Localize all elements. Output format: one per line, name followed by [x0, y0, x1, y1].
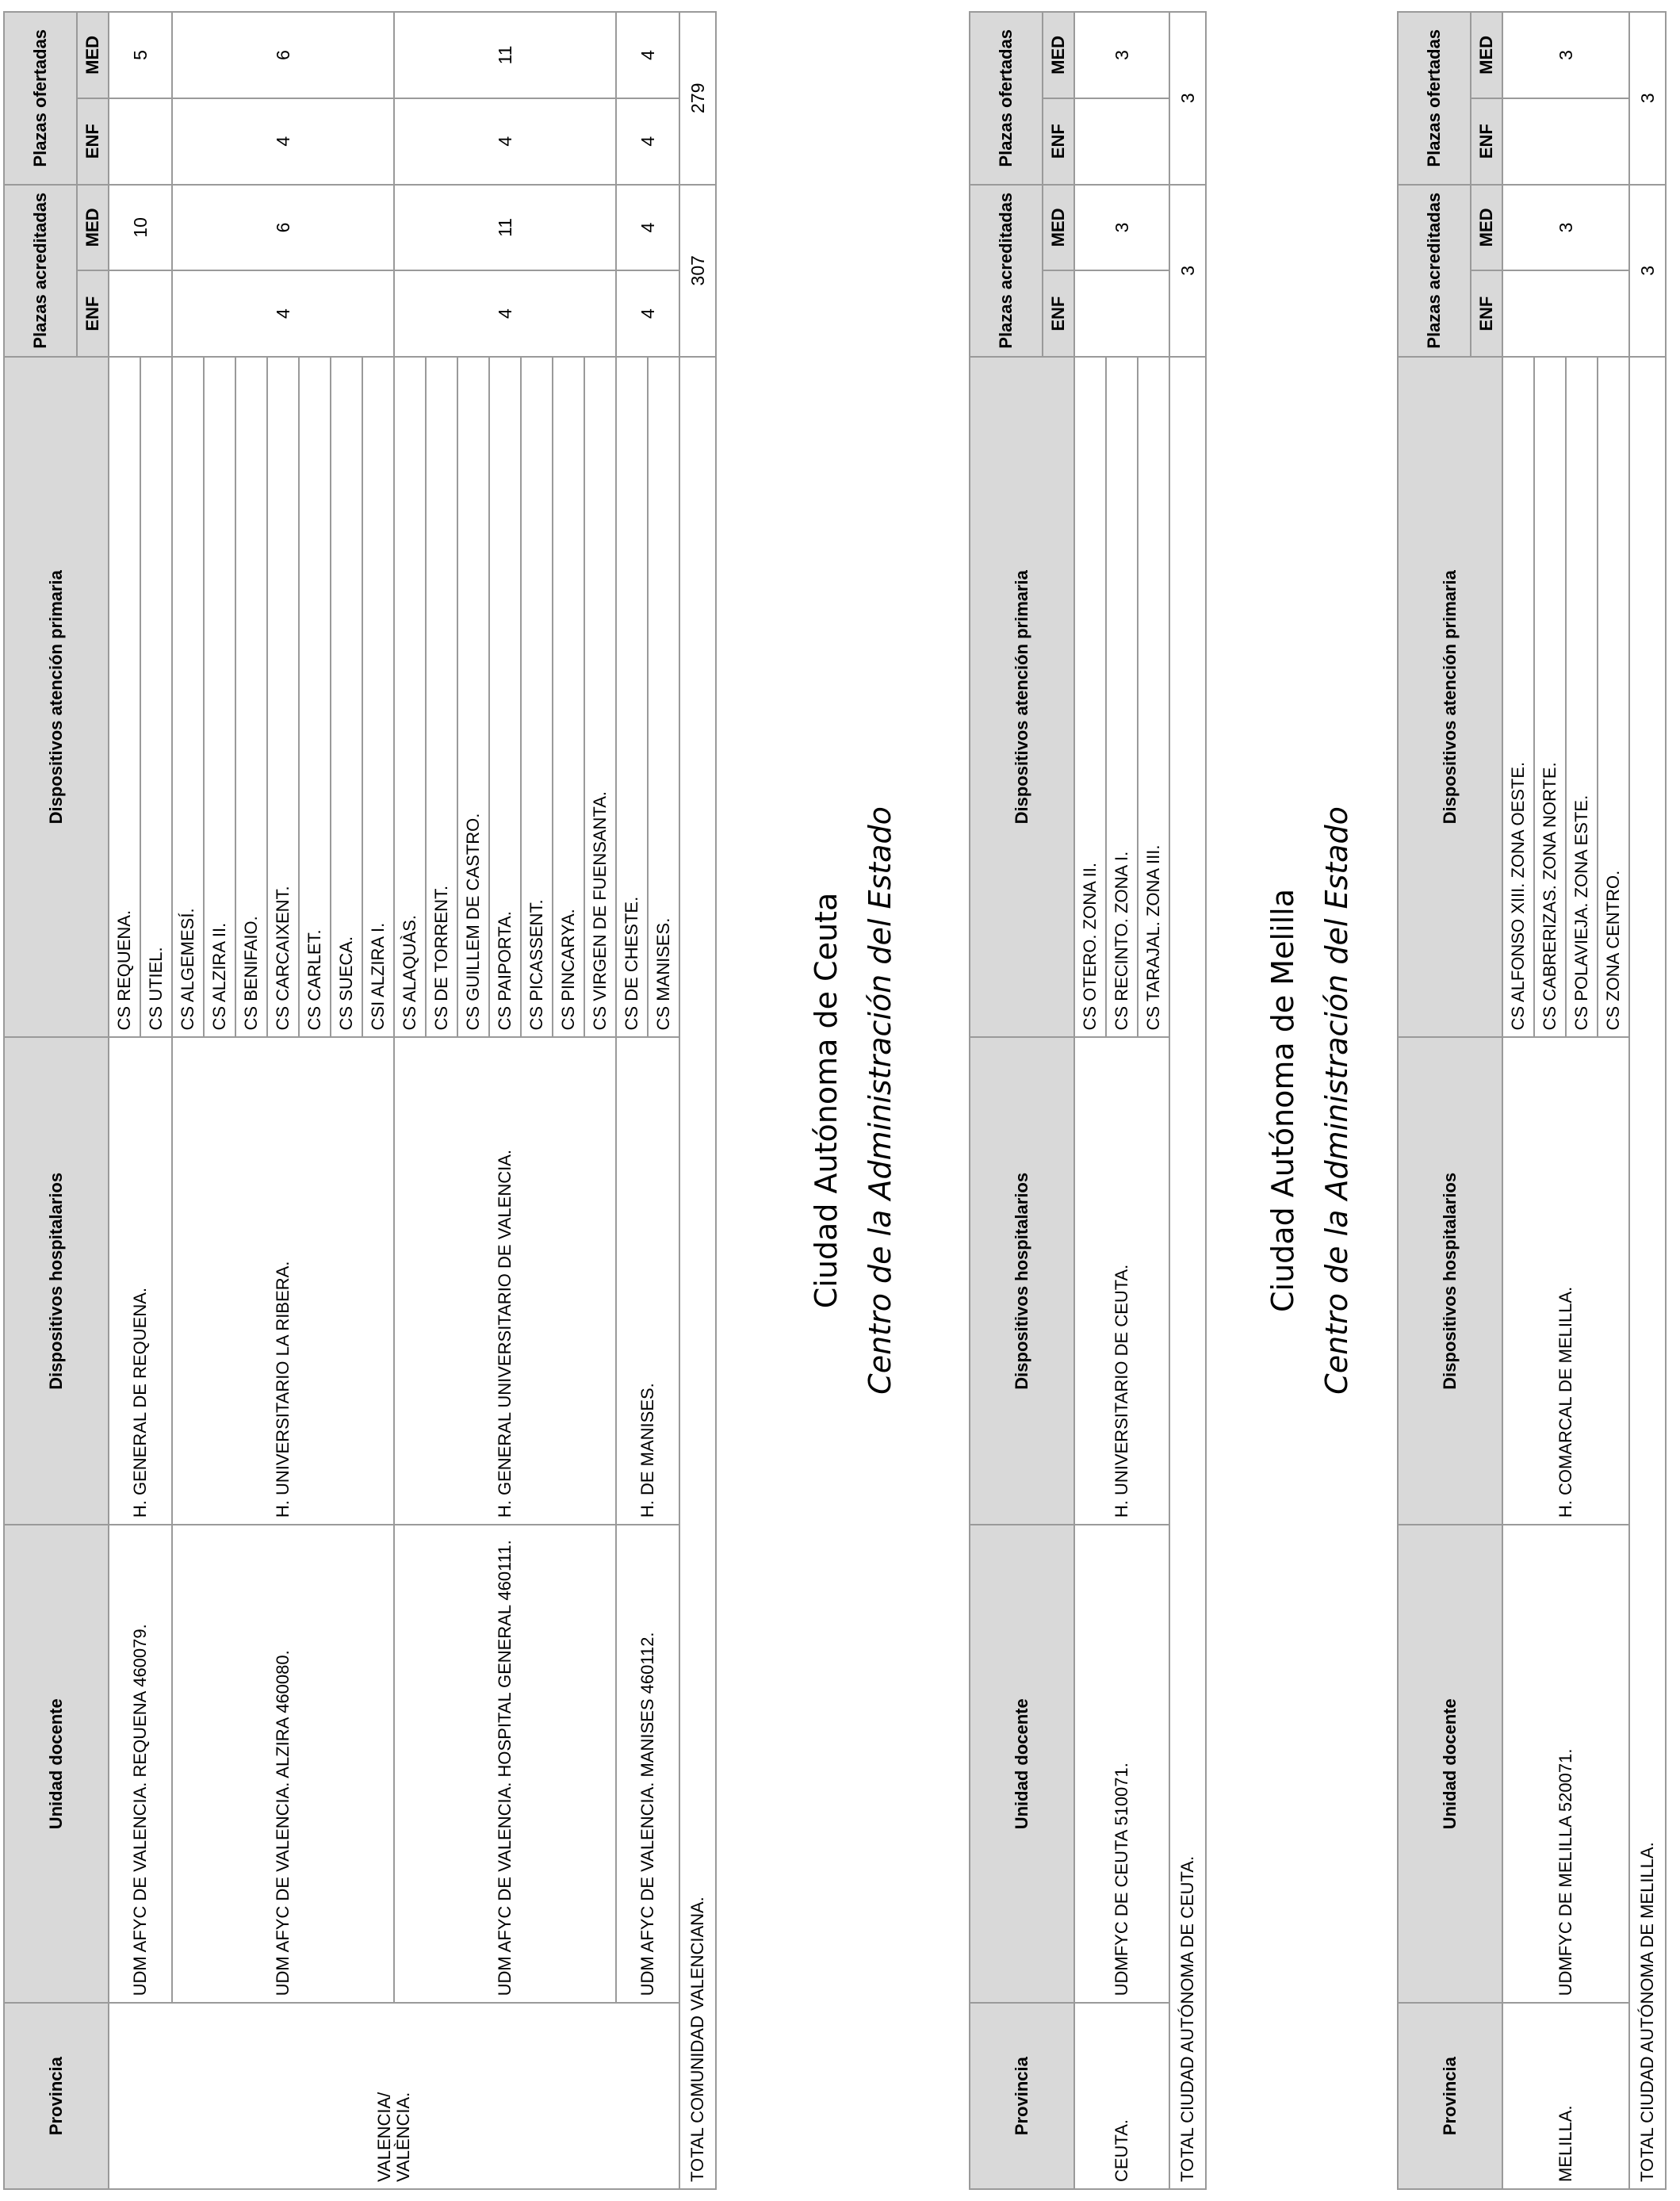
total-label: TOTAL COMUNIDAD VALENCIANA. [679, 357, 716, 2189]
table-row [616, 12, 648, 2189]
of-enf-cell [1074, 98, 1169, 185]
header-acreditadas: Plazas acreditadas [1398, 185, 1471, 357]
total-acreditadas: 3 [1629, 185, 1666, 357]
header-of-enf: ENF [77, 98, 109, 185]
centro-cell: CSI ALZIRA I. [362, 357, 394, 1037]
header-ofertadas: Plazas ofertadas [1398, 12, 1471, 185]
header-ofertadas: Plazas ofertadas [4, 12, 77, 185]
centro-cell: CS REQUENA. [109, 357, 140, 1037]
hospital-cell: H. UNIVERSITARIO DE CEUTA. [1074, 1037, 1169, 1525]
header-primaria: Dispositivos atención primaria [970, 357, 1074, 1037]
total-ofertadas: 3 [1629, 12, 1666, 185]
centro-cell: CS ALFONSO XIII. ZONA OESTE. [1502, 357, 1534, 1037]
ceuta-heading [809, 466, 897, 1735]
centro-cell: CS ZONA CENTRO. [1598, 357, 1629, 1037]
unidad-cell: UDM AFYC DE VALENCIA. MANISES 460112. [616, 1525, 679, 2003]
of-med-cell: 3 [1074, 12, 1169, 98]
centro-cell: CS CARLET. [299, 357, 331, 1037]
of-enf-cell [109, 98, 172, 185]
provincia-cell: MELILLA. [1502, 2003, 1629, 2189]
acr-enf-cell: 4 [172, 270, 394, 357]
hospital-cell: H. UNIVERSITARIO LA RIBERA. [172, 1037, 394, 1525]
centro-cell: CS PICASSENT. [521, 357, 553, 1037]
melilla-title: Ciudad Autónoma de Melilla [1265, 889, 1300, 1312]
acr-enf-cell [1502, 270, 1629, 357]
header-acr-med: MED [77, 185, 109, 271]
centro-cell: CS BENIFAIO. [235, 357, 267, 1037]
centro-cell: CS CARCAIXENT. [267, 357, 299, 1037]
header-acreditadas: Plazas acreditadas [970, 185, 1043, 357]
total-row [1169, 12, 1206, 2189]
centro-cell: CS CABRERIZAS. ZONA NORTE. [1534, 357, 1566, 1037]
of-med-cell: 6 [172, 12, 394, 98]
of-enf-cell: 4 [172, 98, 394, 185]
melilla-subtitle: Centro de la Administración del Estado [1319, 806, 1354, 1395]
header-acr-med: MED [1043, 185, 1074, 271]
of-enf-cell: 4 [616, 98, 679, 185]
hospital-cell: H. GENERAL UNIVERSITARIO DE VALENCIA. [394, 1037, 616, 1525]
header-unidad: Unidad docente [4, 1525, 109, 2003]
header-acreditadas: Plazas acreditadas [4, 185, 77, 357]
acr-med-cell: 11 [394, 185, 616, 271]
header-acr-med: MED [1471, 185, 1502, 271]
centro-cell: CS GUILLEM DE CASTRO. [457, 357, 489, 1037]
centro-cell: CS VIRGEN DE FUENSANTA. [584, 357, 616, 1037]
melilla-table [1397, 11, 1667, 2190]
acr-med-cell: 3 [1074, 185, 1169, 271]
centro-cell: CS ALGEMESÍ. [172, 357, 204, 1037]
acr-enf-cell [1074, 270, 1169, 357]
provincia-cell: CEUTA. [1074, 2003, 1169, 2189]
total-ofertadas: 279 [679, 12, 716, 185]
centro-cell: CS DE CHESTE. [616, 357, 648, 1037]
centro-cell: CS TARAJAL. ZONA III. [1138, 357, 1169, 1037]
total-acreditadas: 3 [1169, 185, 1206, 357]
acr-med-cell: 3 [1502, 185, 1629, 271]
centro-cell: CS ALAQUÀS. [394, 357, 426, 1037]
header-provincia: Provincia [970, 2003, 1074, 2189]
total-ofertadas: 3 [1169, 12, 1206, 185]
centro-cell: CS ALZIRA II. [204, 357, 235, 1037]
of-med-cell: 5 [109, 12, 172, 98]
hospital-cell: H. GENERAL DE REQUENA. [109, 1037, 172, 1525]
header-ofertadas: Plazas ofertadas [970, 12, 1043, 185]
provincia-cell: VALENCIA/ VALÈNCIA. [109, 2003, 679, 2189]
total-label: TOTAL CIUDAD AUTÓNOMA DE MELILLA. [1629, 357, 1666, 2189]
of-enf-cell: 4 [394, 98, 616, 185]
header-primaria: Dispositivos atención primaria [1398, 357, 1502, 1037]
acr-enf-cell: 4 [616, 270, 679, 357]
unidad-cell: UDMFYC DE MELILLA 520071. [1502, 1525, 1629, 2003]
acr-enf-cell: 4 [394, 270, 616, 357]
ceuta-table [969, 11, 1207, 2190]
header-of-med: MED [1471, 12, 1502, 98]
centro-cell: CS DE TORRENT. [426, 357, 457, 1037]
header-of-enf: ENF [1043, 98, 1074, 185]
hospital-cell: H. DE MANISES. [616, 1037, 679, 1525]
centro-cell: CS MANISES. [648, 357, 679, 1037]
header-hospital: Dispositivos hospitalarios [970, 1037, 1074, 1525]
total-acreditadas: 307 [679, 185, 716, 357]
valencia-table [3, 11, 717, 2190]
of-med-cell: 4 [616, 12, 679, 98]
of-med-cell: 11 [394, 12, 616, 98]
acr-med-cell: 4 [616, 185, 679, 271]
centro-cell: CS PAIPORTA. [489, 357, 521, 1037]
header-hospital: Dispositivos hospitalarios [1398, 1037, 1502, 1525]
unidad-cell: UDM AFYC DE VALENCIA. ALZIRA 460080. [172, 1525, 394, 2003]
table-row [394, 12, 426, 2189]
centro-cell: CS RECINTO. ZONA I. [1106, 357, 1138, 1037]
header-provincia: Provincia [4, 2003, 109, 2189]
unidad-cell: UDM AFYC DE VALENCIA. HOSPITAL GENERAL 460111. [394, 1525, 616, 2003]
header-acr-enf: ENF [1471, 270, 1502, 357]
header-acr-enf: ENF [1043, 270, 1074, 357]
ceuta-title: Ciudad Autónoma de Ceuta [809, 892, 844, 1309]
centro-cell: CS OTERO. ZONA II. [1074, 357, 1106, 1037]
header-of-med: MED [77, 12, 109, 98]
total-row [679, 12, 716, 2189]
total-label: TOTAL CIUDAD AUTÓNOMA DE CEUTA. [1169, 357, 1206, 2189]
table-row [109, 12, 140, 2189]
of-med-cell: 3 [1502, 12, 1629, 98]
header-of-med: MED [1043, 12, 1074, 98]
melilla-heading [1265, 466, 1354, 1735]
table-row [172, 12, 204, 2189]
table-row [1074, 12, 1106, 2189]
centro-cell: CS UTIEL. [140, 357, 172, 1037]
unidad-cell: UDMFYC DE CEUTA 510071. [1074, 1525, 1169, 2003]
unidad-cell: UDM AFYC DE VALENCIA. REQUENA 460079. [109, 1525, 172, 2003]
header-unidad: Unidad docente [1398, 1525, 1502, 2003]
of-enf-cell [1502, 98, 1629, 185]
header-primaria: Dispositivos atención primaria [4, 357, 109, 1037]
hospital-cell: H. COMARCAL DE MELILLA. [1502, 1037, 1629, 1525]
header-hospital: Dispositivos hospitalarios [4, 1037, 109, 1525]
table-row [1502, 12, 1534, 2189]
acr-med-cell: 10 [109, 185, 172, 271]
centro-cell: CS POLAVIEJA. ZONA ESTE. [1566, 357, 1598, 1037]
centro-cell: CS SUECA. [331, 357, 362, 1037]
ceuta-subtitle: Centro de la Administración del Estado [863, 806, 897, 1395]
acr-enf-cell [109, 270, 172, 357]
acr-med-cell: 6 [172, 185, 394, 271]
header-acr-enf: ENF [77, 270, 109, 357]
header-of-enf: ENF [1471, 98, 1502, 185]
total-row [1629, 12, 1666, 2189]
header-unidad: Unidad docente [970, 1525, 1074, 2003]
centro-cell: CS PINCARYA. [553, 357, 584, 1037]
header-provincia: Provincia [1398, 2003, 1502, 2189]
